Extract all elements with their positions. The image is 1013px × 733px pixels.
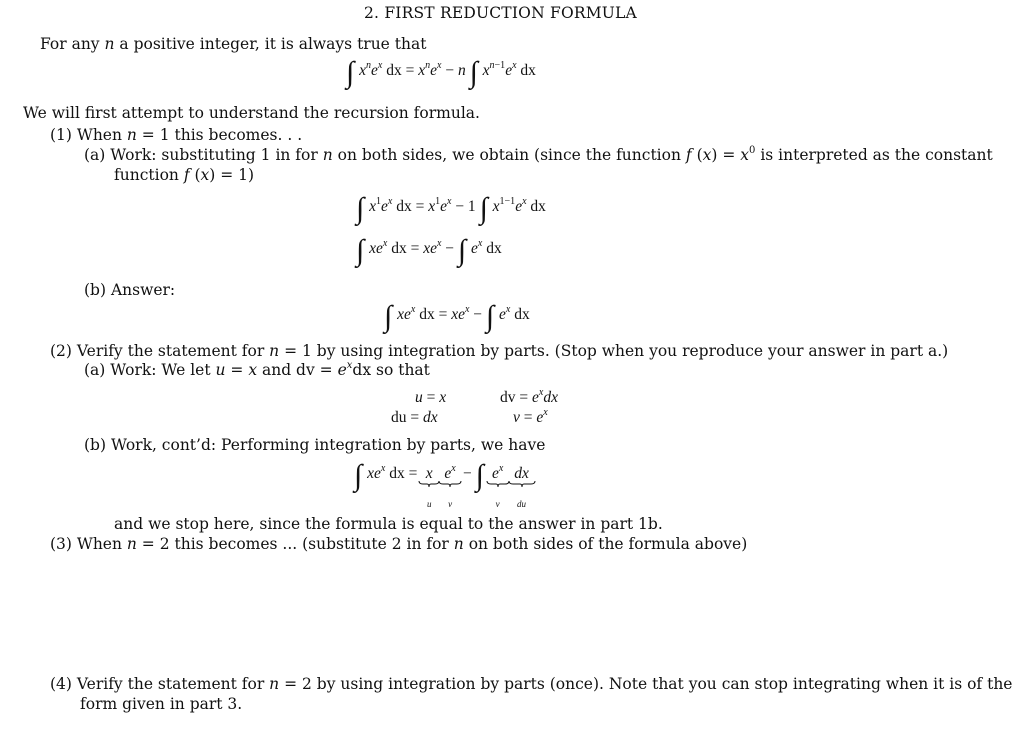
item-4-line2: form given in part 3.	[80, 695, 243, 713]
item-2: (2) Verify the statement for n = 1 by using integration by parts. (Stop when you reproduce your answer in part a.)	[50, 342, 949, 360]
section-title: 2. FIRST REDUCTION FORMULA	[364, 4, 637, 22]
item-3: (3) When n = 2 this becomes ... (substitute 2 in for n on both sides of the formula above)	[50, 535, 748, 553]
stop-text: and we stop here, since the formula is equal to the answer in part 1b.	[114, 515, 663, 533]
reduction-formula: ∫ $x^ne^x$ dx = $x^ne^x - n$ ∫ $x^{n-1}e^x$ dx	[346, 56, 536, 89]
brace-label-u: u	[426, 499, 432, 509]
equation-n1-simplified: ∫ $xe^x$ dx = $xe^x$ − ∫ $e^x$ dx	[356, 234, 502, 267]
item-4-line1: (4) Verify the statement for n = 2 by using integration by parts (once). Note that you can stop integrating when it is of the	[50, 675, 1013, 693]
item-1a-line1: (a) Work: substituting 1 in for n on both sides, we obtain (since the function f $(x) = x^0$ is interpreted as the constant	[84, 145, 993, 164]
item-2a: (a) Work: We let u = x and dv = $e^xdx$ so that	[84, 360, 430, 379]
sub-du: du = dx	[391, 409, 438, 426]
sub-v: $v = e^x$	[513, 407, 548, 426]
equation-answer: ∫ $xe^x$ dx = $xe^x$ − ∫ $e^x$ dx	[384, 300, 530, 333]
item-1: (1) When n = 1 this becomes. . .	[50, 126, 303, 144]
sub-dv: dv = $e^xdx$	[500, 387, 558, 406]
item-1a-line2: function f (x) = 1)	[114, 166, 255, 184]
equation-n1-substituted: ∫ $x^1e^x$ dx = $x^1e^x - 1$ ∫ $x^{1-1}e^x$ dx	[356, 192, 546, 225]
brace-label-v: v	[448, 499, 453, 509]
brace-label-du: du	[517, 499, 527, 509]
equation-by-parts: ∫ $xe^x$ dx = x u $e^x$ v − ∫ $e^x$ v dx du	[354, 463, 533, 487]
intro-text: For any n a positive integer, it is always true that	[40, 35, 427, 53]
attempt-text: We will first attempt to understand the recursion formula.	[23, 104, 480, 122]
brace-label-v2: v	[495, 499, 500, 509]
sub-u: u = x	[415, 389, 447, 406]
item-1b: (b) Answer:	[84, 281, 176, 299]
item-2b: (b) Work, cont’d: Performing integration by parts, we have	[84, 436, 546, 454]
